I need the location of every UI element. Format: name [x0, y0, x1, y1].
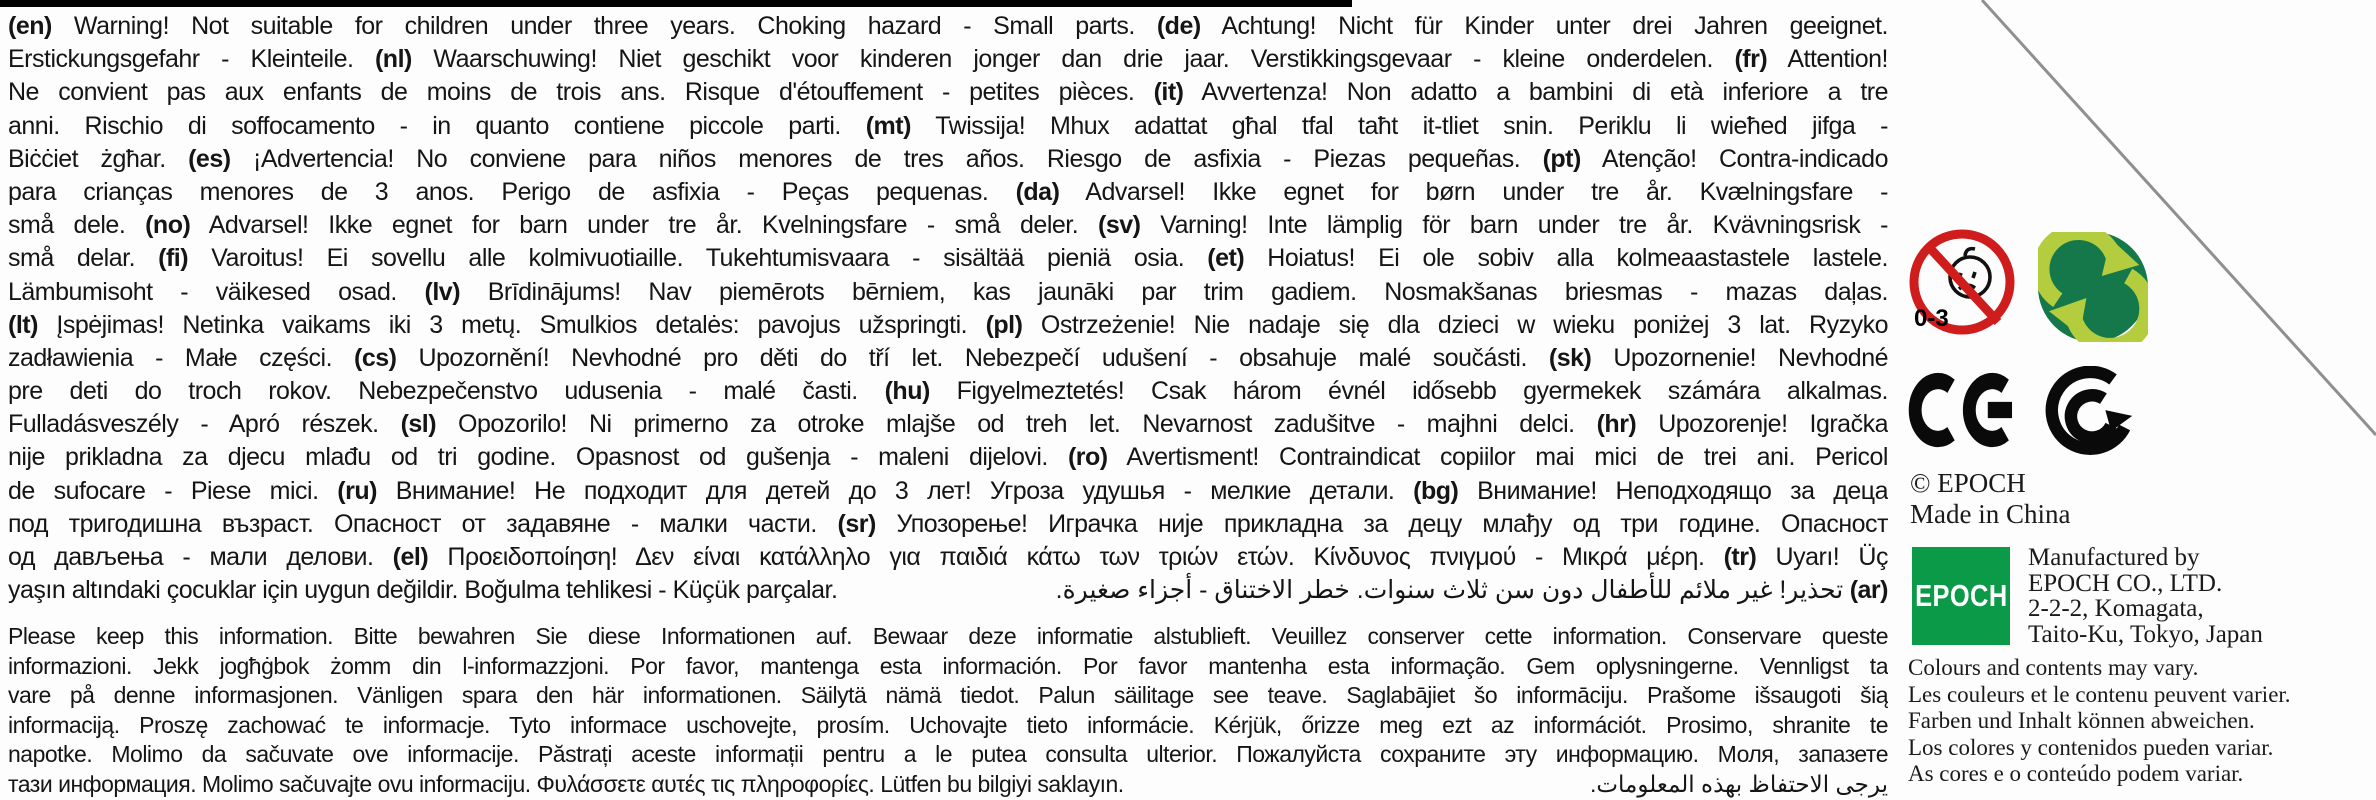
baby-hair-curl [1965, 249, 1975, 256]
age-warning-0-3-icon [1906, 226, 2018, 338]
manufacturer-line: EPOCH CO., LTD. [2028, 569, 2223, 597]
warning-line: Erstickungsgefahr - Kleinteile. (nl) Waarschuwing! Niet geschikt voor kinderen jonger dan drie jaar. Verstikkingsgevaar - kleine onderdelen. (fr) Attention! [8, 45, 1888, 74]
warning-line: pre deti do troch rokov. Nebezpečenstvo udusenia - malé časti. (hu) Figyelmeztetés! Csak három évnél idősebb gyermekek számára alkalmas. [8, 377, 1888, 406]
warning-line: под тригодишна възраст. Опасност от задавяне - малки части. (sr) Упозорење! Играчка није прикладна за децу млађу од три године. Опасност [8, 509, 1888, 538]
keep-info-line: informazioni. Jekk jogħġbok żomm din l-informazzjoni. Por favor, mantenga esta información. Por favor mantenha esta informação. Gem oplysningerne. Vennligst ta [8, 652, 1888, 679]
warning-paragraph [8, 10, 1888, 607]
keep-info-last-line [8, 770, 1888, 800]
manufacturer-line: Manufactured by [2028, 544, 2200, 571]
epoch-logo [1912, 547, 2010, 645]
age-range-label: 0-3 [1914, 305, 1949, 332]
keep-info-line: napotke. Molimo da sačuvate ove informacije. Păstrați aceste informații pentru a le putea consulta ulterior. Пожалуйста сохраните эту информацию. Моля, запазете [8, 741, 1888, 767]
ce-letter-c [1915, 381, 1951, 439]
keep-info-line: Please keep this information. Bitte bewahren Sie diese Informationen auf. Bewaar deze informatie alstublieft. Veuillez conserver cette information. Conservare queste [8, 623, 1888, 649]
warning-line: zadławienia - Małe części. (cs) Upozornění! Nevhodné pro děti do tří let. Nebezpečí udušení - obsahuje malé součásti. (sk) Upozornenie! Nevhodné [8, 343, 1888, 372]
keep-info-line: informaciją. Proszę zachować te informacje. Tyto informace uschovejte, prosím. Uchovajte tieto informácie. Kérjük, őrizze meg ezt az információt. Prosimo, shranite te [8, 711, 1888, 738]
made-in-text: Made in China [1910, 499, 2071, 529]
warning-line: de sufocare - Piese mici. (ru) Внимание! Не подходит для детей до 3 лет! Угроза удушья - мелкие детали. (bg) Внимание! Неподходящо за деца [8, 476, 1888, 505]
variation-notice-line: As cores e o conteúdo podem variar. [1908, 761, 2244, 786]
manufacturer-line: Taito-Ku, Tokyo, Japan [2028, 620, 2263, 648]
warning-line: Ne convient pas aux enfants de moins de trois ans. Risque d'étouffement - petites pièces. (it) Avvertenza! Non adatto a bambini di età inferiore a tre [8, 78, 1888, 107]
warning-line: (en) Warning! Not suitable for children under three years. Choking hazard - Small parts. (de) Achtung! Nicht für Kinder unter drei Jahren geeignet. [8, 12, 1888, 40]
keep-information-paragraph [8, 622, 1888, 799]
variation-notice-line: Farben und Inhalt können abweichen. [1908, 708, 2255, 733]
variation-notice-line: Les couleurs et le contenu peuvent varier. [1908, 681, 2291, 707]
warning-turkish-text: yaşın altındaki çocuklar için uygun değildir. Boğulma tehlikesi - Küçük parçalar. [8, 576, 838, 605]
warning-line: para crianças menores de 3 anos. Perigo de asfixia - Peças pequenas. (da) Advarsel! Ikke egnet for børn under tre år. Kvælningsfare - [8, 177, 1888, 206]
warning-line-turkish-arabic [8, 574, 1888, 607]
warning-line: (lt) Įspėjimas! Netinka vaikams iki 3 metų. Smulkios detalės: pavojus užspringti. (pl) Ostrzeżenie! Nie nadaje się dla dzieci w wieku poniżej 3 lat. Ryzyko [8, 310, 1888, 339]
keep-info-arabic-text: يرجى الاحتفاظ بهذه المعلومات. [1589, 770, 1888, 797]
nested-crescents-mark-icon [2040, 366, 2140, 462]
epoch-logo-text: EPOCH [1914, 578, 2008, 613]
warning-arabic-text: (ar) تحذير! غير ملائم للأطفال دون سن ثلاث سنوات. خطر الاختناق - أجزاء صغيرة. [1055, 576, 1888, 605]
warning-line: Biċċiet żgħar. (es) ¡Advertencia! No conviene para niños menores de tres años. Riesgo de asfixia - Piezas pequeñas. (pt) Atenção! Contra-indicado [8, 144, 1888, 173]
middle-crescent [2071, 395, 2111, 437]
top-edge-mark [0, 0, 1352, 7]
keep-info-line: vare på denne informasjonen. Vänligen spara den här informationen. Säilytä nämä tiedot. Palun säilitage see teave. Saglabājiet šo informāciju. Prašome išsaugoti šią [8, 682, 1888, 708]
warning-line: Fulladásveszély - Apró részek. (sl) Opozorilo! Ni primerno za otroke mlajše od treh let. Nevarnost zadušitve - majhni delci. (hr) Upozorenje! Igračka [8, 410, 1888, 439]
keep-info-ltr-text: тази информация. Molimo sačuvajte ovu informaciju. Φυλάσσετε αυτές τις πληροφορίες. Lütfen bu bilgiyi saklayın. [8, 770, 1124, 797]
warning-line: små delar. (fi) Varoitus! Ei sovellu alle kolmivuotiaille. Tukehtumisvaara - sisältää pieniä osia. (et) Hoiatus! Ei ole sobiv alla kolmeaastastele lastele. [8, 244, 1888, 273]
warning-line: nije prikladna za djecu mlađu od tri godine. Opasnost od gušenja - maleni dijelovi. (ro) Avertisment! Contraindicat copiilor mai mici de trei ani. Pericol [8, 443, 1888, 472]
warning-line: anni. Rischio di soffocamento - in quanto contiene piccole parti. (mt) Twissija! Mhux adattat għal tfal taħt it-tliet snin. Periklu li wieħed jifga - [8, 111, 1888, 140]
warning-line: Lämbumisoht - väikesed osad. (lv) Brīdinājums! Nav piemērots bērniem, kas jaunāki par trim gadiem. Nosmakšanas briesmas - mazas daļas. [8, 277, 1888, 306]
copyright-text: © EPOCH [1910, 468, 2026, 498]
variation-notice-block [1908, 655, 2291, 788]
warning-line: små dele. (no) Advarsel! Ikke egnet for barn under tre år. Kvelningsfare - små deler. (sv) Varning! Inte lämplig för barn under tre år. Kvävningsrisk - [8, 211, 1888, 240]
manufacturer-line: 2-2-2, Komagata, [2028, 595, 2204, 622]
warning-line: од дављења - мали делови. (el) Προειδοποίηση! Δεν είναι κατάλληλο για παιδιά κάτω των τριών ετών. Κίνδυνος πνιγμού - Μικρά μέρη. (tr) Uyarı! Üç [8, 543, 1888, 571]
manufacturer-block [2028, 545, 2263, 647]
green-dot-recycling-icon [2038, 232, 2148, 342]
variation-notice-line: Colours and contents may vary. [1908, 655, 2199, 680]
ce-mark-icon [1908, 372, 2022, 448]
variation-notice-line: Los colores y contenidos pueden variar. [1908, 734, 2274, 760]
